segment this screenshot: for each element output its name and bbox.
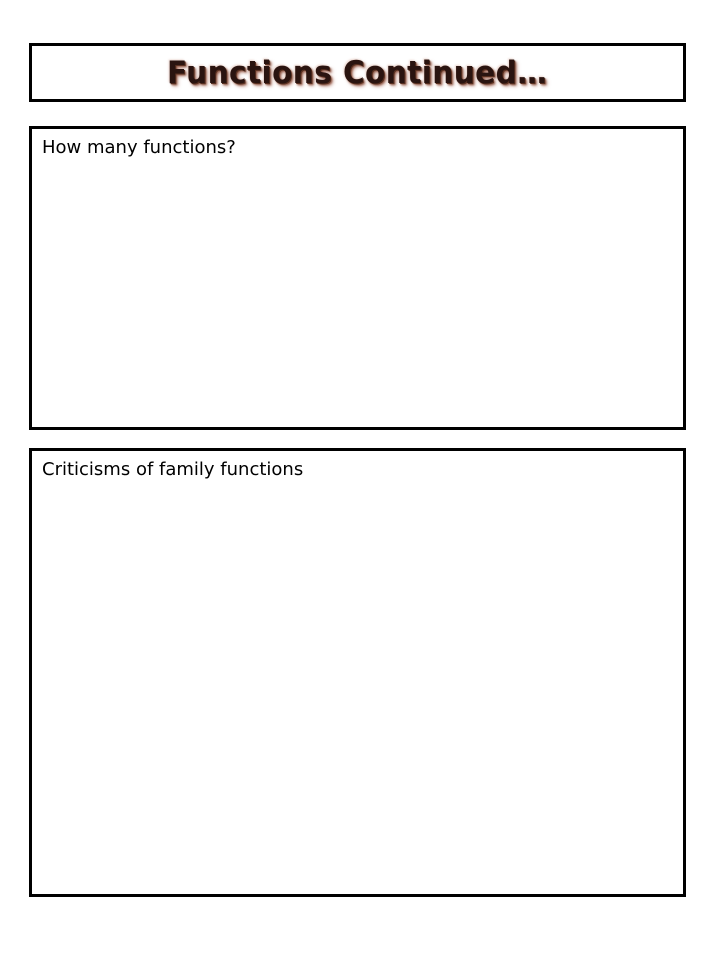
title-box xyxy=(29,43,686,102)
how-many-functions-box xyxy=(29,126,686,430)
criticisms-box xyxy=(29,448,686,897)
how-many-functions-label: How many functions? xyxy=(42,137,236,158)
criticisms-label: Criticisms of family functions xyxy=(42,459,304,480)
page-title: Functions Continued… xyxy=(167,54,548,91)
